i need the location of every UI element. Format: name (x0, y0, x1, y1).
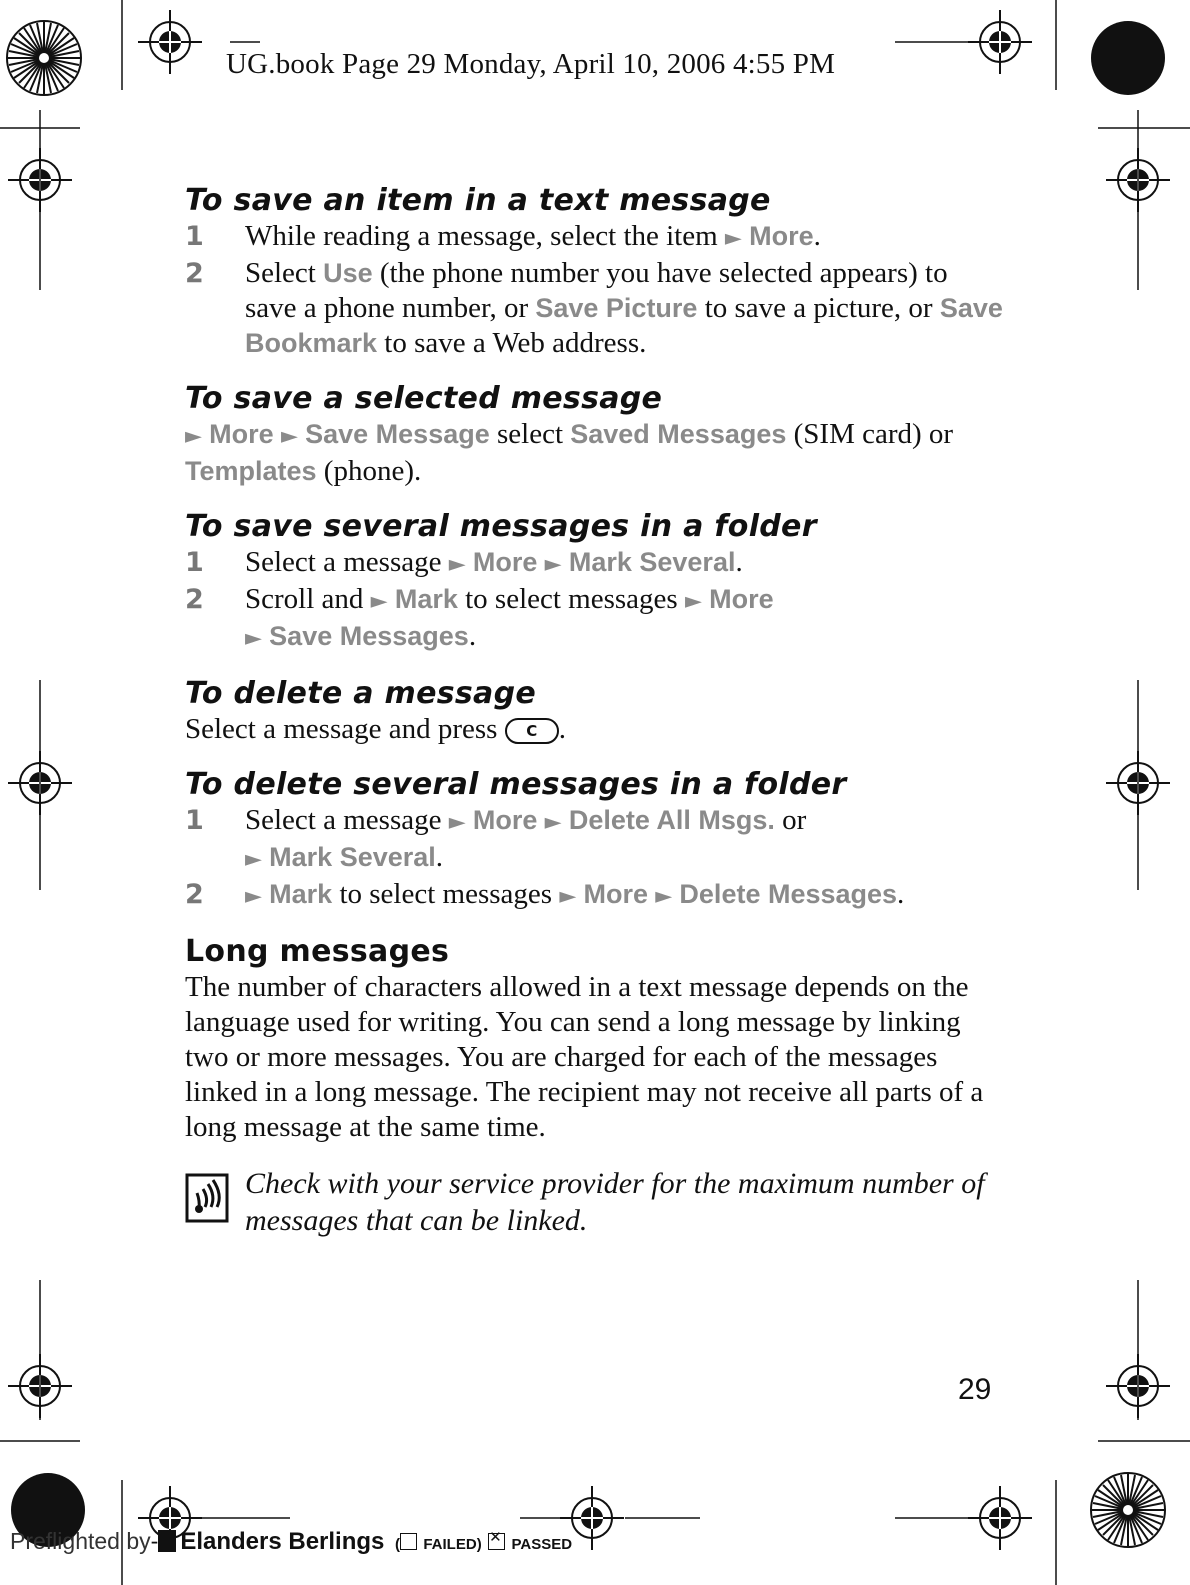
menu-term-save-messages: Save Messages (269, 621, 469, 651)
step-number: 1 (185, 547, 204, 578)
save-selected-text (185, 417, 1005, 489)
text: to save a picture, or (704, 292, 933, 324)
text: Scroll and (245, 583, 364, 615)
long-messages-body: The number of characters allowed in a text message depends on the language used for writing. You can send a long message by linking two or more messages. You are charged for each of the messages linked in a long message. The recipient may not receive all parts of a long message at the same time. (185, 971, 984, 1143)
arrow-icon: ► (280, 424, 298, 449)
heading-delete-message: To delete a message (185, 676, 537, 711)
heading-delete-several: To delete several messages in a folder (185, 767, 847, 802)
step-number: 2 (185, 584, 204, 615)
text: . (435, 841, 444, 873)
section-delete-several (185, 767, 1005, 914)
text: or (782, 804, 807, 836)
delete-message-text (185, 712, 1005, 747)
preflight-prefix: Preflighted by (10, 1528, 151, 1554)
preflight-footer (10, 1528, 572, 1556)
text: (SIM card) or (793, 418, 954, 450)
text: . (558, 713, 566, 745)
menu-term-delete-all-msgs: Delete All Msgs. (568, 805, 775, 835)
arrow-icon: ► (245, 626, 262, 651)
menu-term-delete-messages: Delete Messages (679, 879, 898, 909)
step-number: 2 (185, 258, 204, 289)
menu-term-templates: Templates (185, 456, 317, 486)
heading-long-messages: Long messages (185, 934, 450, 969)
note (185, 1165, 1005, 1239)
arrow-icon: ► (185, 424, 202, 449)
text: Select a message (245, 804, 442, 836)
menu-term-save-picture: Save Picture (535, 293, 698, 323)
text: . (897, 878, 905, 910)
arrow-icon: ► (370, 589, 388, 614)
step-2 (185, 256, 1005, 361)
note-text: Check with your service provider for the maximum number of messages that can be linked. (245, 1167, 985, 1237)
text: . (468, 620, 477, 652)
paren-open: ( (390, 1536, 400, 1553)
text: . (735, 546, 743, 578)
text: While reading a message, select the item (245, 220, 718, 252)
arrow-icon: ► (544, 552, 562, 577)
arrow-icon: ► (559, 884, 577, 909)
step-text (245, 582, 1005, 656)
menu-term-mark-several: Mark Several (269, 842, 436, 872)
arrow-icon: ► (245, 884, 262, 909)
step-text (245, 877, 1005, 914)
step-1 (185, 545, 1005, 582)
step-number: 1 (185, 221, 204, 252)
brand-name: Elanders Berlings (180, 1528, 385, 1555)
section-save-item (185, 183, 1005, 361)
section-long-messages (185, 934, 1005, 1145)
menu-term-more: More (209, 419, 274, 449)
arrow-icon: ► (448, 552, 466, 577)
text: (phone). (323, 455, 422, 487)
text: Select (245, 257, 316, 289)
c-key-icon: C (505, 718, 559, 744)
dash: - (150, 1528, 159, 1554)
menu-term-more: More (583, 879, 648, 909)
page-content (185, 183, 1005, 1239)
menu-term-save-message: Save Message (305, 419, 490, 449)
step-number: 1 (185, 805, 204, 836)
page-header: UG.book Page 29 Monday, April 10, 2006 4:55 PM (226, 48, 836, 80)
elanders-logo-icon (158, 1530, 176, 1552)
menu-term-saved-messages: Saved Messages (570, 419, 787, 449)
text: select (496, 418, 563, 450)
text: Select a message (245, 546, 442, 578)
menu-term-mark: Mark (394, 584, 458, 614)
section-save-several (185, 509, 1005, 656)
arrow-icon: ► (544, 810, 562, 835)
step-2 (185, 582, 1005, 656)
heading-save-selected: To save a selected message (185, 381, 663, 416)
step-text (245, 219, 1005, 256)
menu-term-more: More (709, 584, 774, 614)
step-number: 2 (185, 879, 204, 910)
text: to select messages (465, 583, 678, 615)
text: . (813, 220, 821, 252)
page-number: 29 (958, 1373, 992, 1406)
step-1 (185, 219, 1005, 256)
step-2 (185, 877, 1005, 914)
paren-close: ) (476, 1536, 482, 1553)
text: to save a Web address. (384, 327, 647, 359)
menu-term-more: More (472, 547, 538, 577)
arrow-icon: ► (724, 226, 742, 251)
step-text (245, 545, 1005, 582)
text: Select a message and press (185, 713, 498, 745)
text: to select messages (339, 878, 553, 910)
section-delete-message (185, 676, 1005, 747)
heading-save-several: To save several messages in a folder (185, 509, 817, 544)
failed-checkbox (400, 1533, 417, 1550)
arrow-icon: ► (655, 884, 673, 909)
passed-label: PASSED (511, 1536, 573, 1553)
menu-term-use: Use (323, 258, 373, 288)
arrow-icon: ► (684, 589, 702, 614)
menu-term-more: More (472, 805, 538, 835)
passed-checkbox (488, 1528, 505, 1550)
menu-term-save-bookmark: Save Bookmark (245, 293, 1003, 358)
failed-label: FAILED (423, 1536, 477, 1553)
menu-term-mark: Mark (269, 879, 333, 909)
check-mark-icon: ✕ (489, 1528, 502, 1546)
arrow-icon: ► (448, 810, 466, 835)
step-text (245, 803, 1005, 877)
menu-term-mark-several: Mark Several (568, 547, 736, 577)
menu-term-more: More (749, 221, 814, 251)
step-text (245, 256, 1005, 361)
step-1 (185, 803, 1005, 877)
heading-save-item: To save an item in a text message (185, 183, 771, 218)
note-icon (185, 1169, 229, 1225)
text: (the phone number you have selected appears) to save a phone number, or (245, 257, 948, 324)
section-save-selected (185, 381, 1005, 489)
arrow-icon: ► (245, 847, 262, 872)
